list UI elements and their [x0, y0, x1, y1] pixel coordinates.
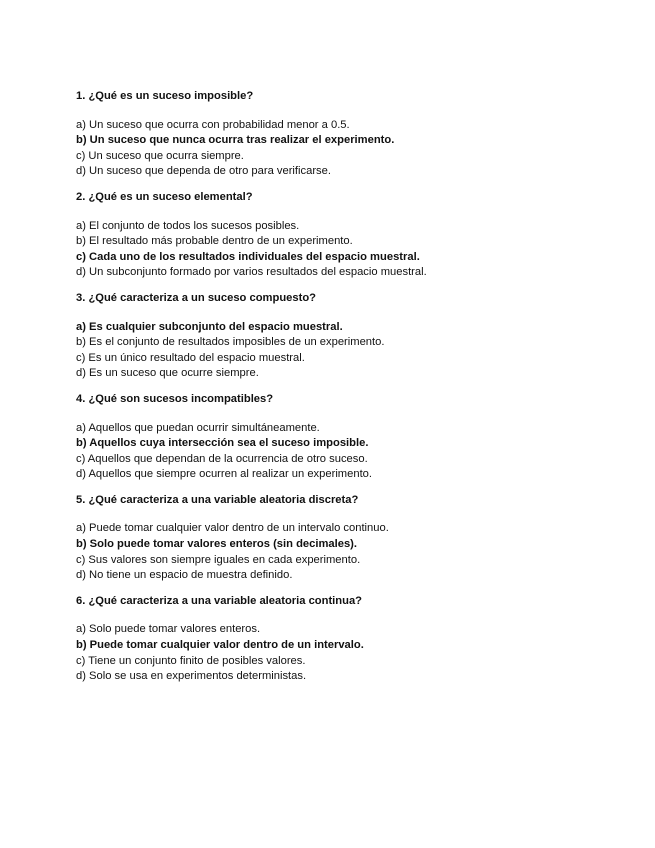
option-c: c) Sus valores son siempre iguales en cada experimento.	[76, 553, 361, 566]
question-title: 4. ¿Qué son sucesos incompatibles?	[76, 392, 274, 405]
option-d: d) Un suceso que dependa de otro para verificarse.	[76, 165, 331, 178]
question-title: 1. ¿Qué es un suceso imposible?	[76, 90, 254, 102]
question-title: 2. ¿Qué es un suceso elemental?	[76, 190, 253, 203]
option-a: a) El conjunto de todos los sucesos posibles.	[76, 219, 300, 232]
question-4	[76, 392, 636, 483]
question-1	[76, 89, 636, 180]
option-a: a) Un suceso que ocurra con probabilidad menor a 0.5.	[76, 118, 350, 131]
option-a: a) Puede tomar cualquier valor dentro de un intervalo continuo.	[76, 522, 389, 535]
option-c: c) Un suceso que ocurra siempre.	[76, 149, 244, 162]
option-c: c) Es un único resultado del espacio muestral.	[76, 351, 305, 364]
option-d: d) Aquellos que siempre ocurren al realizar un experimento.	[76, 468, 373, 481]
option-a: a) Aquellos que puedan ocurrir simultáneamente.	[76, 421, 320, 434]
question-3	[76, 291, 636, 382]
option-c: c) Tiene un conjunto finito de posibles valores.	[76, 654, 306, 667]
option-b: b) El resultado más probable dentro de un experimento.	[76, 235, 353, 248]
option-d: d) Es un suceso que ocurre siempre.	[76, 367, 259, 380]
document-page	[76, 89, 636, 695]
question-6	[76, 594, 636, 685]
question-2	[76, 190, 636, 281]
option-d: d) No tiene un espacio de muestra definido.	[76, 569, 293, 582]
option-b: b) Es el conjunto de resultados imposibles de un experimento.	[76, 336, 385, 349]
question-title: 5. ¿Qué caracteriza a una variable aleatoria discreta?	[76, 493, 359, 506]
option-d: d) Un subconjunto formado por varios resultados del espacio muestral.	[76, 266, 427, 279]
option-b-correct: b) Solo puede tomar valores enteros (sin decimales).	[76, 538, 358, 551]
option-a-correct: a) Es cualquier subconjunto del espacio muestral.	[76, 320, 343, 333]
option-d: d) Solo se usa en experimentos deterministas.	[76, 670, 307, 683]
question-title: 6. ¿Qué caracteriza a una variable aleatoria continua?	[76, 594, 363, 607]
question-title: 3. ¿Qué caracteriza a un suceso compuesto?	[76, 291, 316, 304]
question-5	[76, 493, 636, 584]
option-b-correct: b) Aquellos cuya intersección sea el suceso imposible.	[76, 437, 369, 450]
option-c: c) Aquellos que dependan de la ocurrencia de otro suceso.	[76, 452, 368, 465]
option-b-correct: b) Un suceso que nunca ocurra tras realizar el experimento.	[76, 134, 395, 147]
option-b-correct: b) Puede tomar cualquier valor dentro de un intervalo.	[76, 639, 364, 652]
option-c-correct: c) Cada uno de los resultados individuales del espacio muestral.	[76, 250, 420, 263]
option-a: a) Solo puede tomar valores enteros.	[76, 623, 261, 636]
